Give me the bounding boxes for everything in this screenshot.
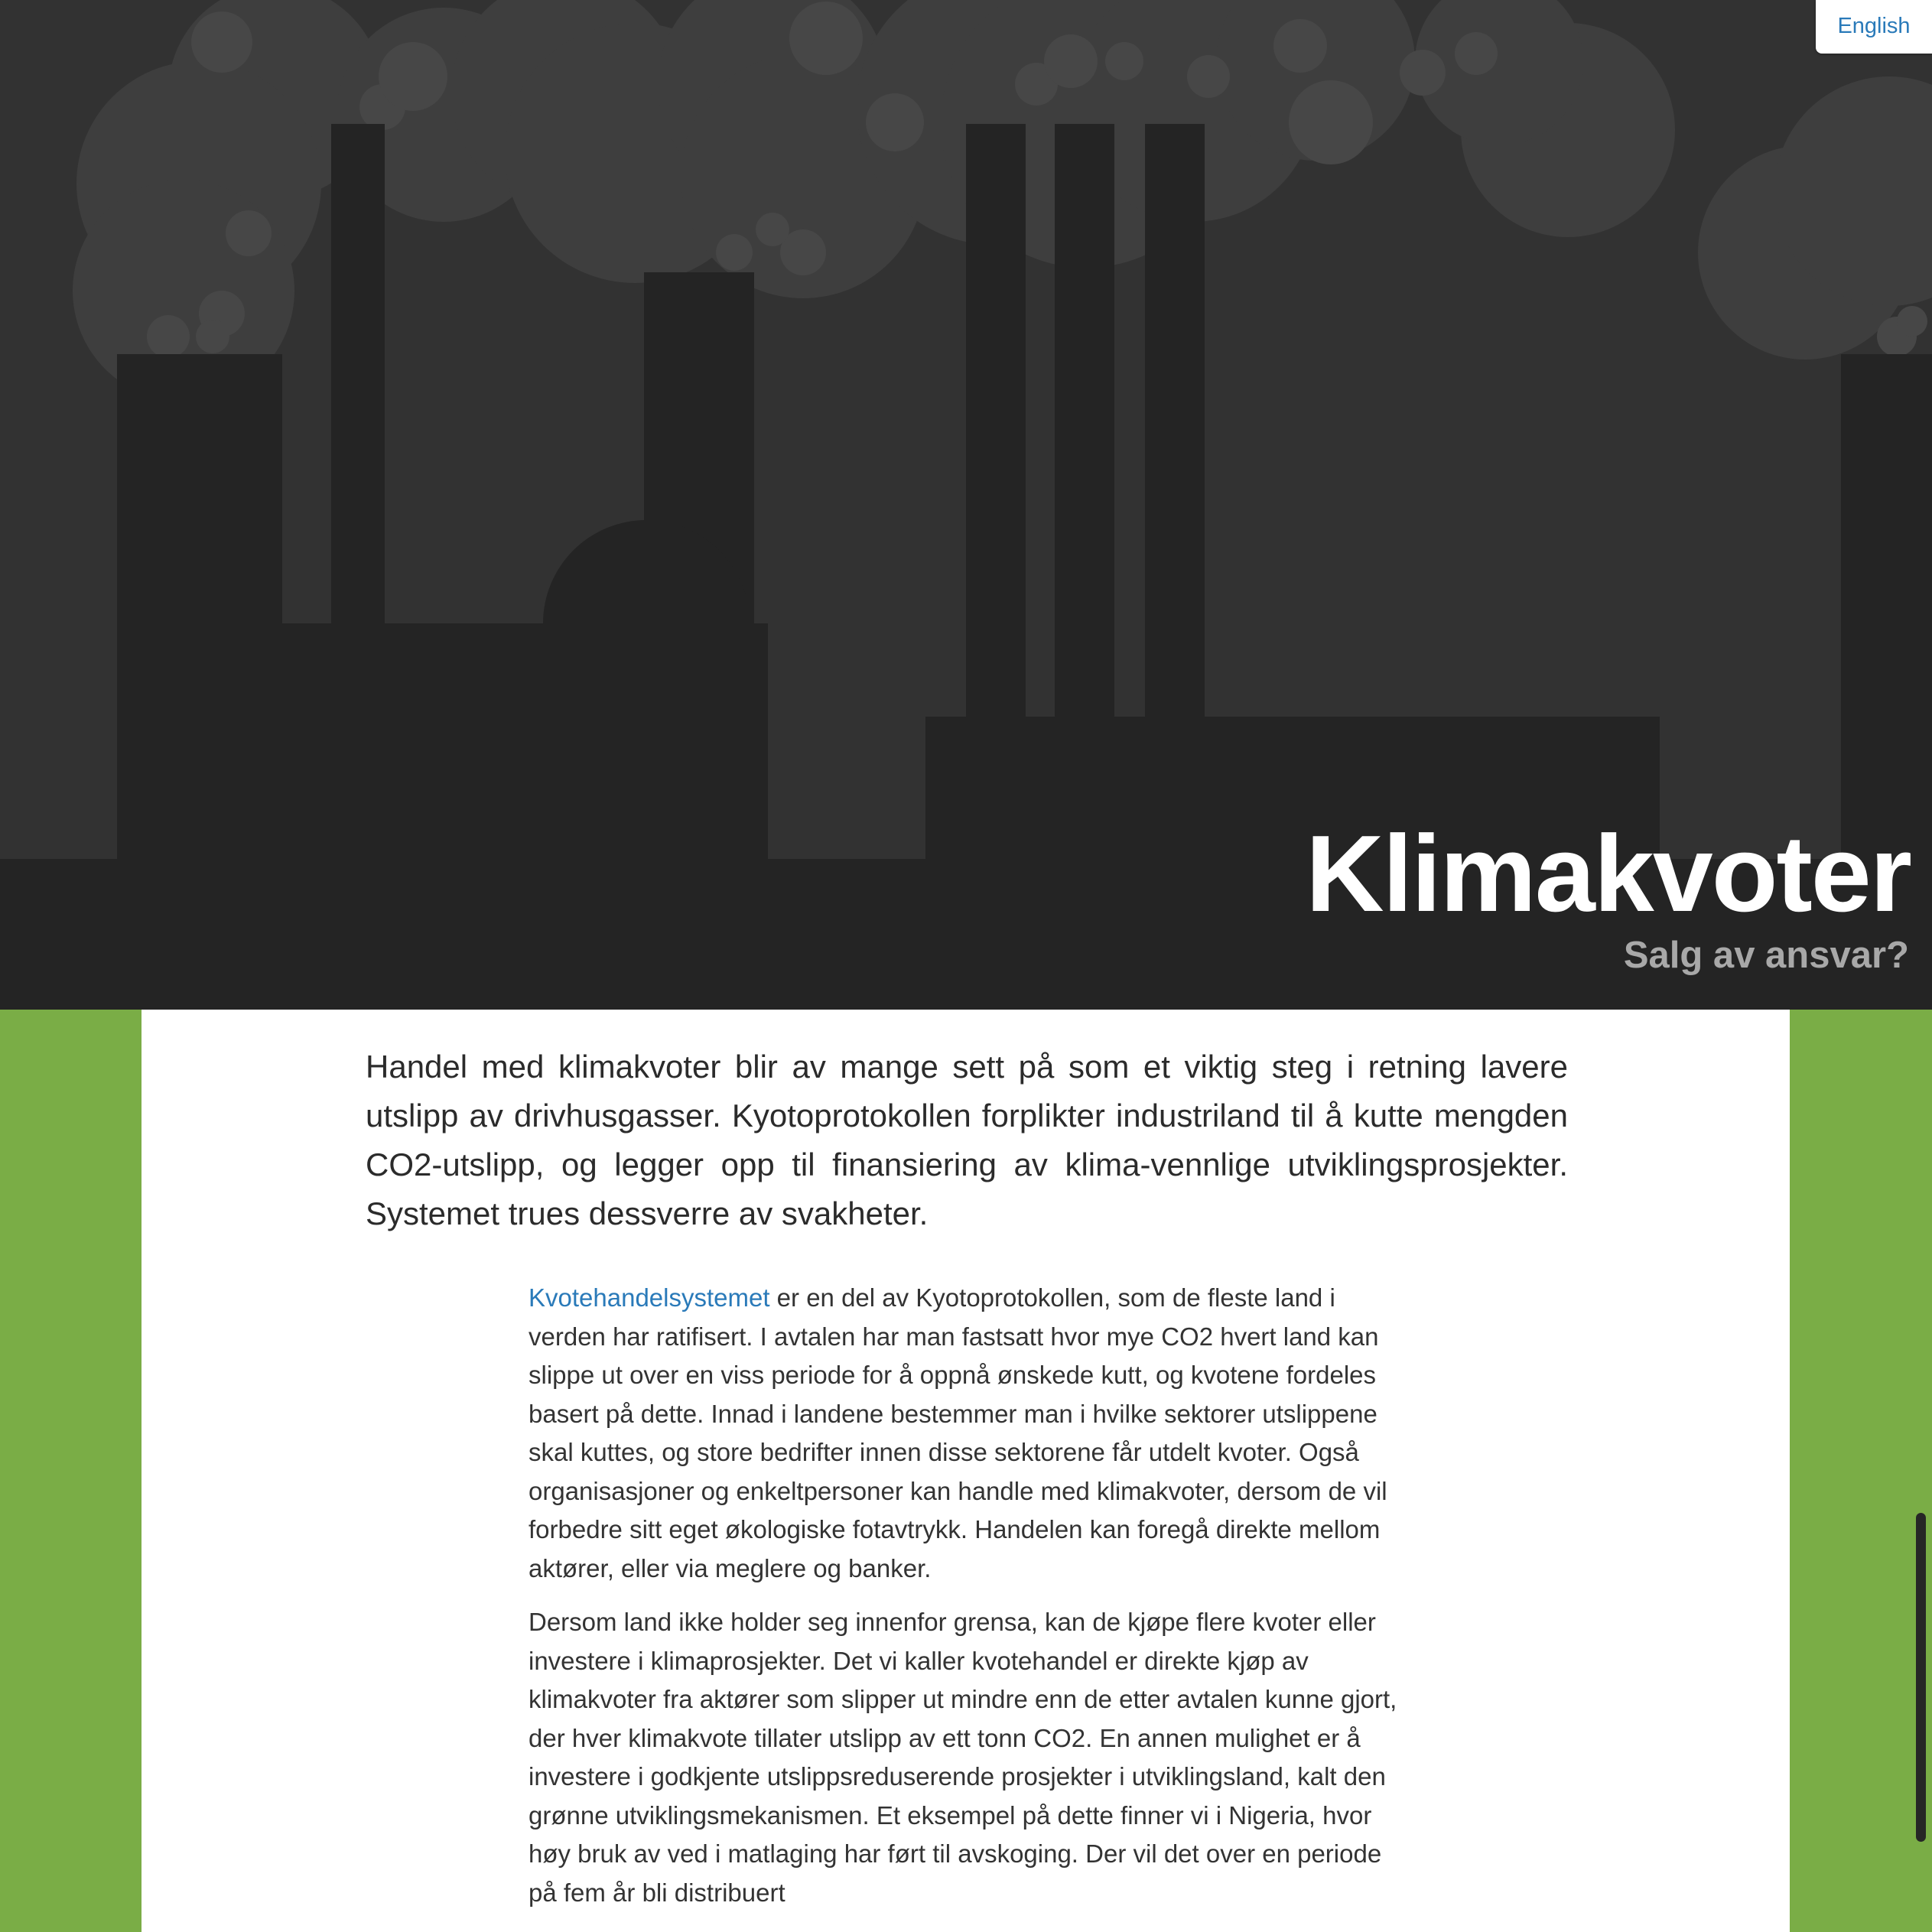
paragraph-1-text: er en del av Kyotoprotokollen, som de fleste land i verden har ratifisert. I avtalen har man fastsatt hvor mye CO2 hvert land kan slippe ut over en viss periode for å oppnå ønskede kutt, og kvotene fordeles basert på dette. Innad i landene bestemmer man i hvilke sektorer utslippene skal kuttes, og store bedrifter innen disse sektorene får utdelt kvoter. Også organisasjoner og enkeltpersoner kan handle med klimakvoter, dersom de vil forbedre sitt eget økologiske fotavtrykk. Handelen kan foregå direkte mellom aktører, eller via meglere og banker. (529, 1283, 1387, 1582)
page-subtitle: Salg av ansvar? (1623, 935, 1909, 976)
page-title: Klimakvoter (1306, 813, 1911, 935)
article-body (529, 1279, 1416, 1927)
article-paragraph-2: Dersom land ikke holder seg innenfor grensa, kan de kjøpe flere kvoter eller investere i klimaprosjekter. Det vi kaller kvotehandel er direkte kjøp av klimakvoter fra aktører som slipper ut mindre enn de etter avtalen kunne gjort, der hver klimakvote tillater utslipp av ett tonn CO2. En annen mulighet er å investere i godkjente utslippsreduserende prosjekter i utviklingsland, kalt den grønne utviklingsmekanismen. Et eksempel på dette finner vi i Nigeria, hvor høy bruk av ved i matlaging har ført til avskoging. Der vil det over en periode på fem år bli distribuert (529, 1608, 1397, 1907)
language-toggle-button[interactable]: English (1816, 0, 1932, 54)
article-paragraph-1 (529, 1279, 1416, 1588)
scrollbar-thumb[interactable] (1916, 1513, 1926, 1842)
kvotehandelsystemet-link[interactable]: Kvotehandelsystemet (529, 1283, 770, 1312)
article-lead: Handel med klimakvoter blir av mange sett på som et viktig steg i retning lavere utslipp av drivhusgasser. Kyotoprotokollen forplikter industriland til å kutte mengden CO2-utslipp, og legger opp til finansiering av klima-vennlige utviklingsprosjekter. Systemet trues dessverre av svakheter. (366, 1049, 1568, 1231)
article-content (141, 1010, 1790, 1932)
